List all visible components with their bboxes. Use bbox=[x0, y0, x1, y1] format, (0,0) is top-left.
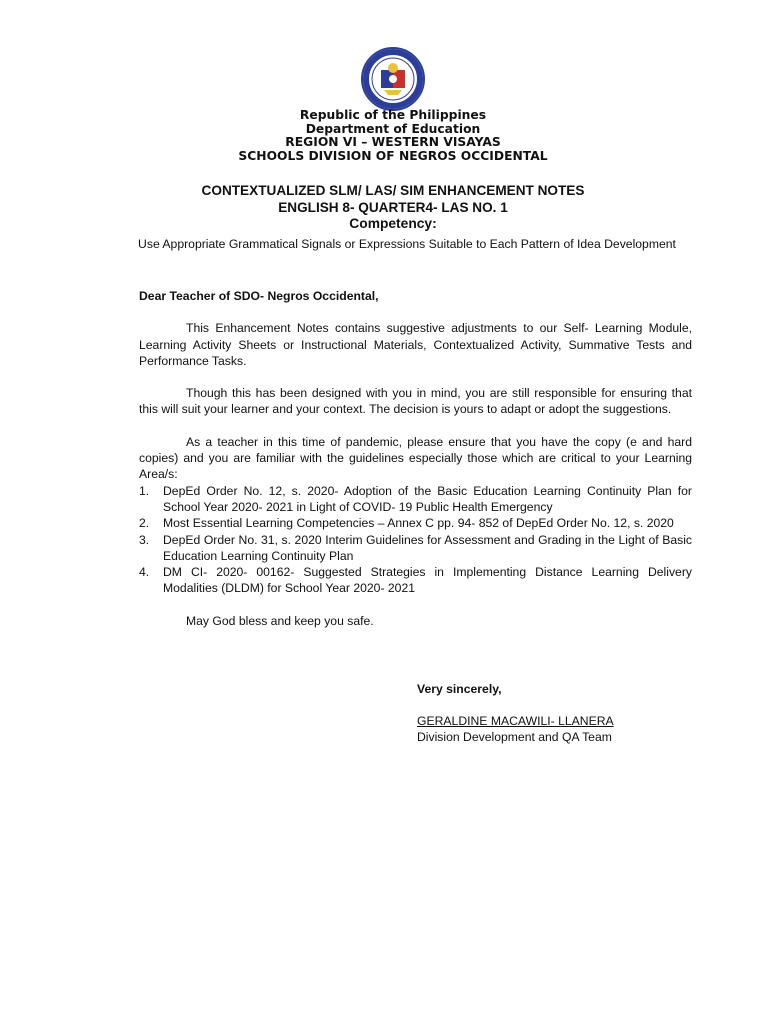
list-text: DM CI- 2020- 00162- Suggested Strategies in Implementing Distance Learning Delivery Modalities (DLDM) for School Year 2020- 2021 bbox=[163, 565, 692, 596]
document-title-block bbox=[0, 183, 768, 233]
list-item bbox=[139, 532, 692, 565]
list-number: 3. bbox=[139, 532, 150, 547]
list-item bbox=[139, 564, 692, 597]
letterhead-division: SCHOOLS DIVISION OF NEGROS OCCIDENTAL bbox=[238, 148, 548, 163]
letterhead-region: REGION VI – WESTERN VISAYAS bbox=[285, 135, 501, 149]
competency-text: Use Appropriate Grammatical Signals or Expressions Suitable to Each Pattern of Idea Development bbox=[138, 237, 676, 251]
competency-label: Competency: bbox=[349, 216, 437, 231]
list-number: 4. bbox=[139, 565, 150, 580]
signatory-title: Division Development and QA Team bbox=[417, 730, 612, 744]
list-number: 1. bbox=[139, 483, 150, 498]
paragraph-3: As a teacher in this time of pandemic, please ensure that you have the copy (e and hard copies) and you are familiar with the guidelines especially those which are critical to your Learning Area/s: bbox=[139, 434, 692, 482]
signature-block bbox=[417, 681, 614, 745]
paragraph-2: Though this has been designed with you in mind, you are still responsible for ensuring that this will suit your learner and your context. The decision is yours to adapt or adopt the suggestions. bbox=[139, 386, 692, 417]
paragraph-1: This Enhancement Notes contains suggestive adjustments to our Self- Learning Module, Learning Activity Sheets or Instructional Materials, Contextualized Activity, Summative Tests and Performance Tasks. bbox=[139, 321, 692, 368]
letterhead bbox=[0, 109, 768, 163]
document-title: CONTEXTUALIZED SLM/ LAS/ SIM ENHANCEMENT NOTES bbox=[201, 183, 585, 198]
greeting: Dear Teacher of SDO- Negros Occidental, bbox=[139, 289, 379, 303]
list-number: 2. bbox=[139, 516, 150, 531]
signatory-name: GERALDINE MACAWILI- LLANERA bbox=[417, 714, 614, 728]
closing-blessing: May God bless and keep you safe. bbox=[186, 613, 374, 628]
list-text: Most Essential Learning Competencies – Annex C pp. 94- 852 of DepEd Order No. 12, s. 2020 bbox=[163, 516, 674, 531]
list-item bbox=[139, 483, 692, 516]
document-subtitle: ENGLISH 8- QUARTER4- LAS NO. 1 bbox=[278, 199, 508, 215]
closing-salutation: Very sincerely, bbox=[417, 682, 502, 696]
letter-body bbox=[139, 288, 692, 629]
list-item bbox=[139, 515, 692, 531]
letterhead-department: Department of Education bbox=[305, 121, 481, 136]
deped-seal-logo bbox=[354, 46, 432, 112]
list-text: DepEd Order No. 31, s. 2020 Interim Guidelines for Assessment and Grading in the Light of Basic Education Learning Continuity Plan bbox=[163, 532, 692, 563]
letterhead-country: Republic of the Philippines bbox=[299, 108, 487, 122]
guidelines-list bbox=[139, 483, 692, 597]
deped-seal-icon bbox=[354, 46, 432, 112]
list-text: DepEd Order No. 12, s. 2020- Adoption of the Basic Education Learning Continuity Plan for School Year 2020- 2021 in Light of COVID- 19 Public Health Emergency bbox=[163, 483, 692, 514]
